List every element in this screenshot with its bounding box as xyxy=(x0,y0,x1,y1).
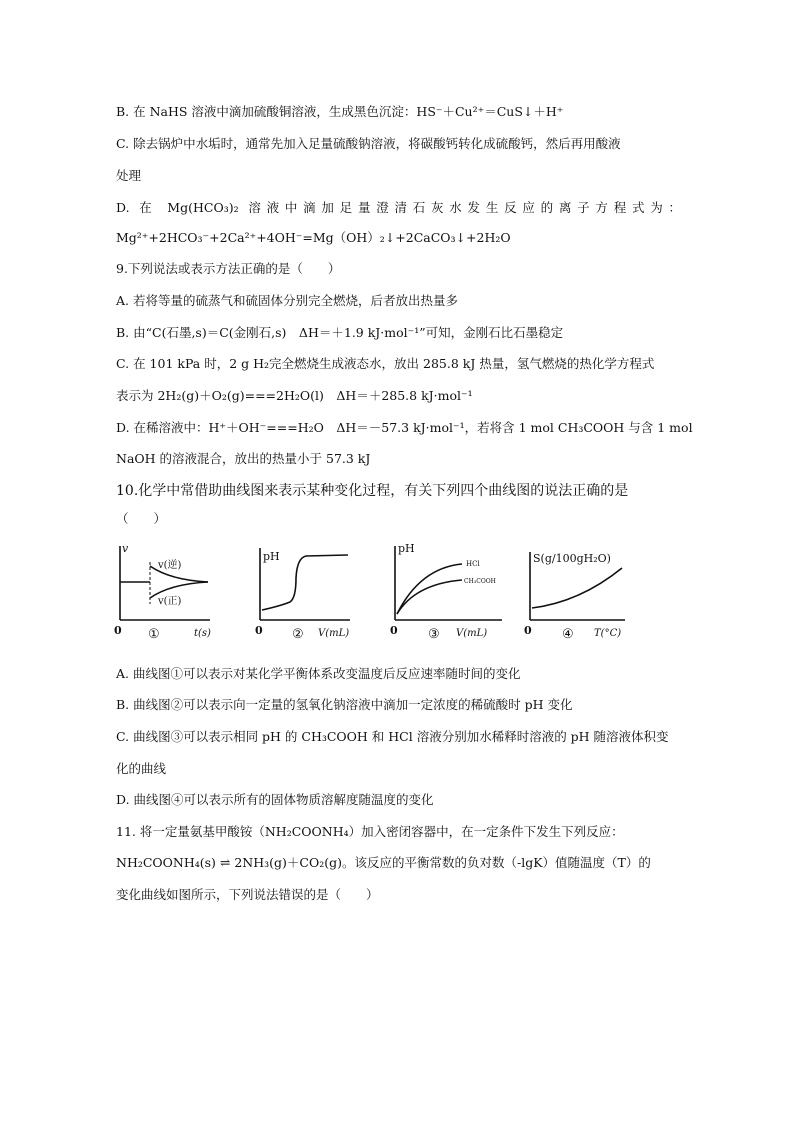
text-line: NaOH 的溶液混合，放出的热量小于 57.3 kJ xyxy=(116,451,371,466)
x-label: V(mL) xyxy=(456,628,488,639)
question-9-stem: 9.下列说法或表示方法正确的是（ ） xyxy=(116,261,341,276)
text-line: B. 曲线图②可以表示向一定量的氢氧化钠溶液中滴加一定浓度的稀硫酸时 pH 变化 xyxy=(116,697,573,712)
solubility-curve xyxy=(532,568,622,608)
origin-label: 0 xyxy=(114,624,122,637)
text-line: 表示为 2H₂(g)＋O₂(g)===2H₂O(l) ΔH＝＋285.8 kJ·mol⁻¹ xyxy=(116,388,473,403)
curve-figures-svg xyxy=(110,538,690,654)
curve-label: v(正) xyxy=(158,596,182,607)
text-line: A. 若将等量的硫蒸气和硫固体分别完全燃烧，后者放出热量多 xyxy=(116,293,458,308)
figure-number: ② xyxy=(292,627,304,642)
y-label: S(g/100gH₂O) xyxy=(533,552,611,565)
figure-number: ③ xyxy=(428,627,440,642)
origin-label: 0 xyxy=(524,624,532,637)
text-line: C. 在 101 kPa 时，2 g H₂完全燃烧生成液态水，放出 285.8 kJ 热量，氢气燃烧的热化学方程式 xyxy=(116,356,655,371)
text-line: D. 曲线图④可以表示所有的固体物质溶解度随温度的变化 xyxy=(116,792,434,807)
question-11-stem: 11. 将一定量氨基甲酸铵（NH₂COONH₄）加入密闭容器中，在一定条件下发生下列反应： xyxy=(116,824,624,839)
text-line: C. 除去锅炉中水垢时，通常先加入足量硫酸钠溶液，将碳酸钙转化成硫酸钙，然后再用酸液 xyxy=(116,136,621,151)
curve-label: v(逆) xyxy=(158,560,182,571)
text-line: （ ） xyxy=(116,511,167,526)
figure-2 xyxy=(255,548,350,642)
origin-label: 0 xyxy=(390,624,398,637)
text-line: Mg²⁺+2HCO₃⁻+2Ca²⁺+4OH⁻=Mg（OH）₂↓+2CaCO₃↓+2H₂O xyxy=(116,230,511,245)
text-line: 变化曲线如图所示，下列说法错误的是（ ） xyxy=(116,887,379,902)
text-line: C. 曲线图③可以表示相同 pH 的 CH₃COOH 和 HCl 溶液分别加水稀释时溶液的 pH 随溶液体积变 xyxy=(116,729,669,744)
curve-figures xyxy=(110,538,690,654)
figure-number: ④ xyxy=(562,627,574,642)
y-label: v xyxy=(122,542,129,555)
series-label: HCl xyxy=(466,560,480,568)
text-line: 处理 xyxy=(116,168,142,183)
x-label: t(s) xyxy=(194,628,211,639)
text-line: A. 曲线图①可以表示对某化学平衡体系改变温度后反应速率随时间的变化 xyxy=(116,666,521,681)
question-10-stem: 10.化学中常借助曲线图来表示某种变化过程，有关下列四个曲线图的说法正确的是 xyxy=(116,483,629,499)
origin-label: 0 xyxy=(255,624,263,637)
text-line: NH₂COONH₄(s) ⇌ 2NH₃(g)＋CO₂(g)。该反应的平衡常数的负对数（-lgK）值随温度（T）的 xyxy=(116,855,651,870)
figure-3 xyxy=(390,542,502,642)
x-label: T(°C) xyxy=(594,628,622,639)
series-label: CH₃COOH xyxy=(464,578,496,585)
hcl-curve xyxy=(397,564,462,614)
ph-curve xyxy=(262,555,348,610)
text-line: D. 在 Mg(HCO₃)₂ 溶液中滴加足量澄清石灰水发生反应的离子方程式为： xyxy=(116,200,681,215)
y-label: pH xyxy=(398,542,415,555)
x-label: V(mL) xyxy=(318,628,350,639)
text-line: B. 由“C(石墨,s)＝C(金刚石,s) ΔH＝＋1.9 kJ·mol⁻¹”可知，金刚石比石墨稳定 xyxy=(116,325,564,340)
figure-1 xyxy=(114,542,211,642)
text-line: B. 在 NaHS 溶液中滴加硫酸铜溶液，生成黑色沉淀：HS⁻＋Cu²⁺＝CuS↓＋H⁺ xyxy=(116,104,564,119)
figure-number: ① xyxy=(148,627,160,642)
text-line: D. 在稀溶液中：H⁺＋OH⁻===H₂O ΔH＝－57.3 kJ·mol⁻¹，若将含 1 mol CH₃COOH 与含 1 mol xyxy=(116,420,693,435)
figure-4 xyxy=(524,552,625,642)
y-label: pH xyxy=(263,550,280,563)
text-line: 化的曲线 xyxy=(116,761,167,776)
